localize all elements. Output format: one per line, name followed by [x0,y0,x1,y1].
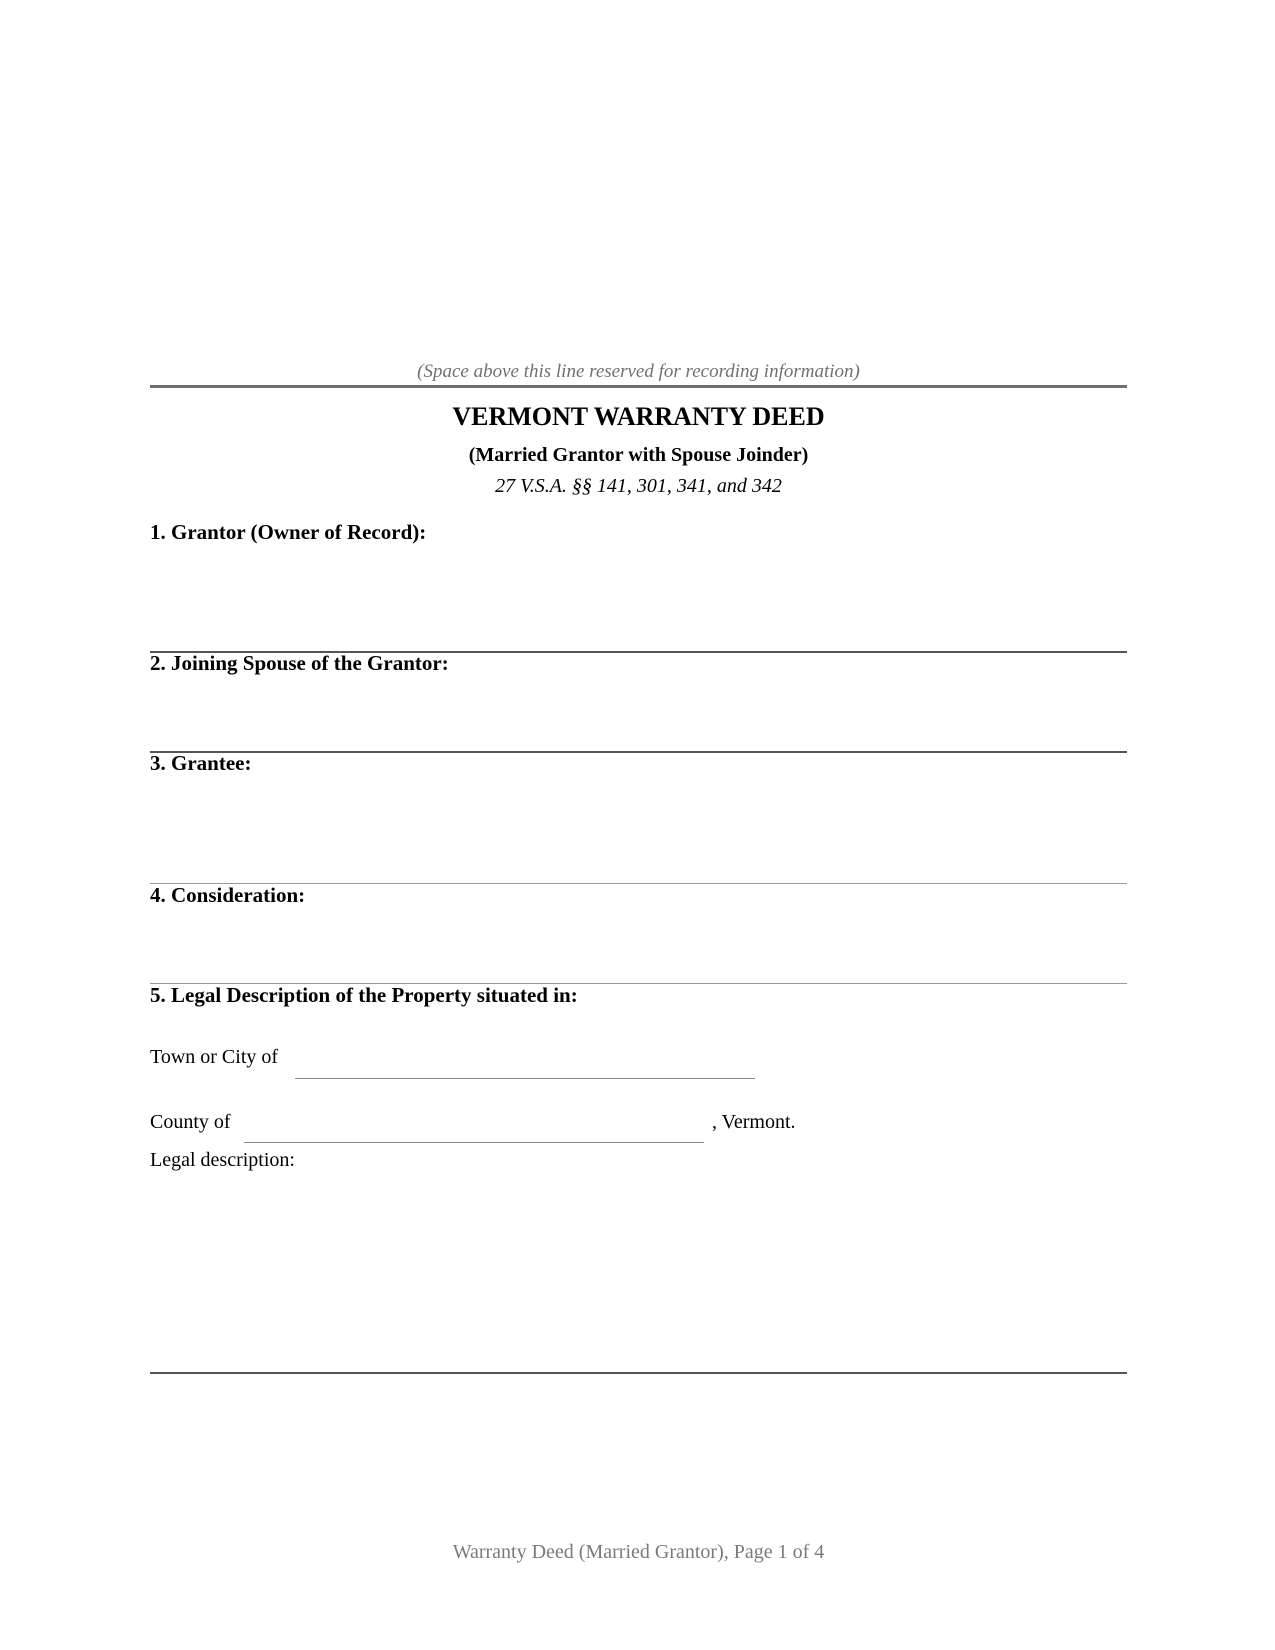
county-suffix: , Vermont. [712,1111,796,1133]
document-title: VERMONT WARRANTY DEED [452,402,825,431]
legal-description-entry-line[interactable] [150,1372,1127,1374]
page-footer: Warranty Deed (Married Grantor), Page 1 of 4 [452,1541,825,1563]
statute-reference: 27 V.S.A. §§ 141, 301, 341, and 342 [495,475,782,497]
legal-description-label: Legal description: [150,1149,295,1171]
section-grantee-label: 3. Grantee: [150,751,252,775]
recording-divider [150,385,1127,388]
spouse-entry-line[interactable] [150,751,1127,753]
county-field[interactable] [244,1142,704,1143]
section-grantor-label: 1. Grantor (Owner of Record): [150,520,427,544]
town-label: Town or City of [150,1046,279,1068]
document-subtitle: (Married Grantor with Spouse Joinder) [468,444,809,466]
recording-space-note: (Space above this line reserved for recording information) [417,361,860,382]
county-label: County of [150,1111,231,1133]
section-legal-description-label: 5. Legal Description of the Property situated in: [150,983,578,1007]
section-consideration-label: 4. Consideration: [150,883,306,907]
town-field[interactable] [295,1078,755,1079]
section-spouse-label: 2. Joining Spouse of the Grantor: [150,651,449,675]
